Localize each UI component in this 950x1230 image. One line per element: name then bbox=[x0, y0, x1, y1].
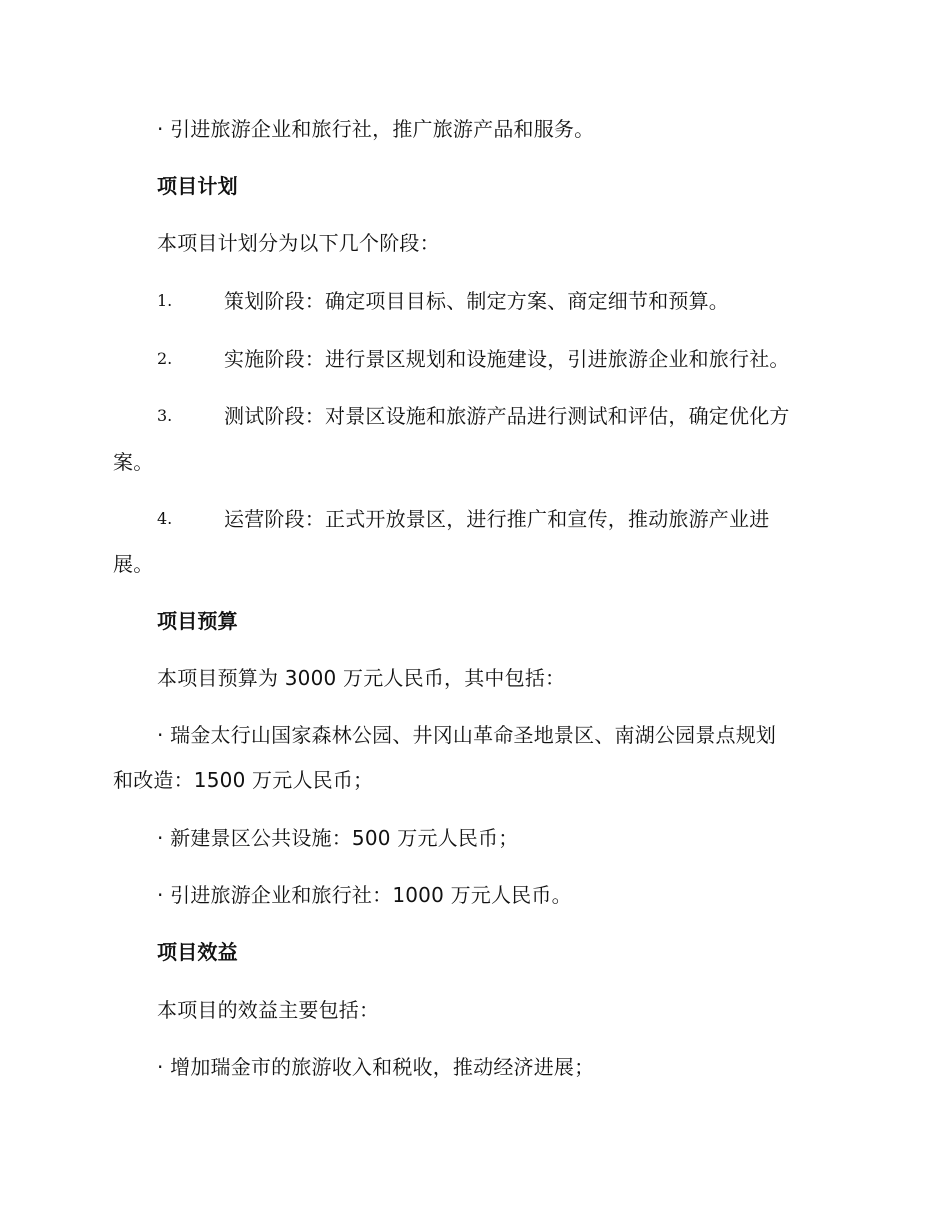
bullet-item: · 增加瑞金市的旅游收入和税收，推动经济进展； bbox=[157, 1055, 595, 1079]
bullet-item: · 引进旅游企业和旅行社：1000 万元人民币。 bbox=[157, 883, 572, 907]
paragraph-benefit-intro: 本项目的效益主要包括： bbox=[157, 998, 380, 1022]
bullet-item: · 引进旅游企业和旅行社，推广旅游产品和服务。 bbox=[157, 117, 595, 141]
list-item-text: 测试阶段：对景区设施和旅游产品进行测试和评估，确定优化方 bbox=[224, 404, 790, 428]
bullet-item: · 新建景区公共设施：500 万元人民币； bbox=[157, 826, 519, 850]
list-item-text: 运营阶段：正式开放景区，进行推广和宣传，推动旅游产业进 bbox=[224, 507, 770, 531]
list-number: 1. bbox=[157, 291, 173, 310]
list-item-continuation: 案。 bbox=[113, 450, 154, 474]
list-item-text: 实施阶段：进行景区规划和设施建设，引进旅游企业和旅行社。 bbox=[224, 347, 790, 371]
bullet-item: · 瑞金太行山国家森林公园、井冈山革命圣地景区、南湖公园景点规划 bbox=[157, 723, 777, 747]
list-number: 3. bbox=[157, 406, 173, 425]
paragraph-plan-intro: 本项目计划分为以下几个阶段： bbox=[157, 231, 440, 255]
bullet-item-continuation: 和改造：1500 万元人民币； bbox=[113, 768, 374, 792]
list-number: 4. bbox=[157, 509, 173, 528]
list-item-continuation: 展。 bbox=[113, 552, 154, 576]
paragraph-budget-intro: 本项目预算为 3000 万元人民币，其中包括： bbox=[157, 666, 566, 690]
list-item-text: 策划阶段：确定项目目标、制定方案、商定细节和预算。 bbox=[224, 289, 729, 313]
section-heading-benefit: 项目效益 bbox=[157, 940, 238, 964]
list-number: 2. bbox=[157, 349, 173, 368]
section-heading-plan: 项目计划 bbox=[157, 174, 238, 198]
section-heading-budget: 项目预算 bbox=[157, 609, 238, 633]
